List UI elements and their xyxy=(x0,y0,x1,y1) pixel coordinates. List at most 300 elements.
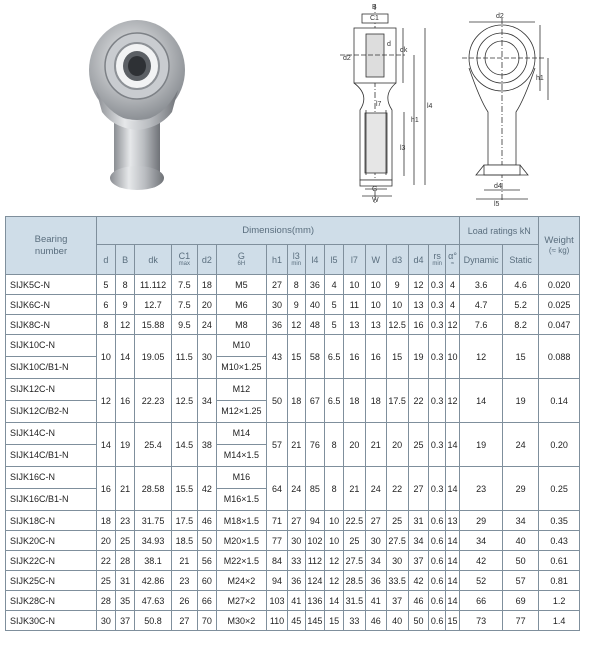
value-cell: 28 xyxy=(115,551,135,571)
value-cell: 12 xyxy=(287,315,305,335)
value-cell: 21 xyxy=(115,467,135,511)
value-cell: 25 xyxy=(343,531,365,551)
value-cell: 0.25 xyxy=(539,467,580,511)
value-cell: 14 xyxy=(325,591,344,611)
value-cell: 84 xyxy=(267,551,288,571)
table-row xyxy=(6,335,580,379)
label-h1: h1 xyxy=(411,117,419,124)
value-cell: 37 xyxy=(408,551,429,571)
side-view-labels xyxy=(494,13,544,208)
value-cell: 22.5 xyxy=(343,511,365,531)
column-header: l5 xyxy=(325,245,344,275)
table-row xyxy=(6,611,580,631)
value-cell: 30 xyxy=(365,531,386,551)
label-d3: d4 xyxy=(494,183,502,190)
value-cell: 19.05 xyxy=(135,335,171,379)
value-cell: 25 xyxy=(97,571,116,591)
value-cell: 6.5 xyxy=(325,379,344,423)
value-cell: 8 xyxy=(97,315,116,335)
value-cell: 27.5 xyxy=(343,551,365,571)
value-cell: 23 xyxy=(171,571,197,591)
value-cell: 31 xyxy=(408,511,429,531)
value-cell: 40 xyxy=(503,531,539,551)
value-cell: 40 xyxy=(386,611,408,631)
value-cell: 110 xyxy=(267,611,288,631)
value-cell: 0.3 xyxy=(429,295,445,315)
value-cell: 15 xyxy=(287,335,305,379)
value-cell: 124 xyxy=(305,571,325,591)
label-W: W xyxy=(372,197,379,204)
value-cell: 20 xyxy=(343,423,365,467)
thread-cell: M14 M14×1.5 xyxy=(216,423,266,467)
load-column-header: Dynamic xyxy=(460,245,503,275)
thread-cell: M10 M10×1.25 xyxy=(216,335,266,379)
value-cell: 6 xyxy=(97,295,116,315)
value-cell: 24 xyxy=(287,467,305,511)
value-cell: 42.86 xyxy=(135,571,171,591)
value-cell: 8.2 xyxy=(503,315,539,335)
value-cell: 9 xyxy=(115,295,135,315)
value-cell: 5.2 xyxy=(503,295,539,315)
value-cell: 34 xyxy=(365,551,386,571)
table-row xyxy=(6,295,580,315)
value-cell: 57 xyxy=(503,571,539,591)
value-cell: 27 xyxy=(267,275,288,295)
value-cell: 4.7 xyxy=(460,295,503,315)
specification-table xyxy=(5,216,580,631)
column-header: G 6H xyxy=(216,245,266,275)
value-cell: 27 xyxy=(287,511,305,531)
label-G: G xyxy=(372,186,378,193)
value-cell: 4 xyxy=(445,295,459,315)
label-d: d xyxy=(387,41,391,48)
value-cell: 11.5 xyxy=(171,335,197,379)
column-header: rs min xyxy=(429,245,445,275)
value-cell: 20 xyxy=(198,295,217,315)
value-cell: 29 xyxy=(460,511,503,531)
value-cell: 8 xyxy=(287,275,305,295)
value-cell: 42 xyxy=(460,551,503,571)
value-cell: 18 xyxy=(97,511,116,531)
value-cell: 70 xyxy=(198,611,217,631)
value-cell: 23 xyxy=(460,467,503,511)
value-cell: 27.5 xyxy=(386,531,408,551)
value-cell: 14 xyxy=(460,379,503,423)
column-header: α° ≈ xyxy=(445,245,459,275)
value-cell: 20 xyxy=(97,531,116,551)
value-cell: 10 xyxy=(386,295,408,315)
value-cell: 77 xyxy=(267,531,288,551)
bearing-number-cell: SIJK16C-N SIJK16C/B1-N xyxy=(6,467,97,511)
thread-cell: M27×2 xyxy=(216,591,266,611)
load-column-header: Static xyxy=(503,245,539,275)
value-cell: 0.43 xyxy=(539,531,580,551)
value-cell: 45 xyxy=(287,611,305,631)
table-row xyxy=(6,379,580,423)
value-cell: 7.6 xyxy=(460,315,503,335)
section-drawing xyxy=(340,4,425,203)
value-cell: 60 xyxy=(198,571,217,591)
value-cell: 23 xyxy=(115,511,135,531)
value-cell: 0.6 xyxy=(429,511,445,531)
value-cell: 19 xyxy=(460,423,503,467)
value-cell: 41 xyxy=(365,591,386,611)
value-cell: 18 xyxy=(287,379,305,423)
value-cell: 0.20 xyxy=(539,423,580,467)
value-cell: 12 xyxy=(115,315,135,335)
value-cell: 31.75 xyxy=(135,511,171,531)
value-cell: 4 xyxy=(325,275,344,295)
value-cell: 14 xyxy=(445,571,459,591)
column-header: dk xyxy=(135,245,171,275)
product-figures xyxy=(0,0,590,215)
value-cell: 17.5 xyxy=(386,379,408,423)
value-cell: 16 xyxy=(343,335,365,379)
value-cell: 0.3 xyxy=(429,275,445,295)
bearing-number-cell: SIJK12C-N SIJK12C/B2-N xyxy=(6,379,97,423)
value-cell: 0.6 xyxy=(429,531,445,551)
value-cell: 31 xyxy=(115,571,135,591)
thread-cell: M6 xyxy=(216,295,266,315)
value-cell: 18 xyxy=(365,379,386,423)
value-cell: 7.5 xyxy=(171,295,197,315)
value-cell: 1.4 xyxy=(539,611,580,631)
bearing-number-header: Bearing number xyxy=(6,217,97,275)
column-header: l4 xyxy=(305,245,325,275)
label-d4: l5 xyxy=(494,201,500,208)
value-cell: 46 xyxy=(408,591,429,611)
table-row xyxy=(6,467,580,511)
value-cell: 15 xyxy=(503,335,539,379)
value-cell: 21 xyxy=(343,467,365,511)
value-cell: 34 xyxy=(408,531,429,551)
value-cell: 0.35 xyxy=(539,511,580,531)
value-cell: 50 xyxy=(267,379,288,423)
value-cell: 77 xyxy=(503,611,539,631)
value-cell: 15 xyxy=(325,611,344,631)
value-cell: 8 xyxy=(115,275,135,295)
value-cell: 18.5 xyxy=(171,531,197,551)
value-cell: 29 xyxy=(503,467,539,511)
value-cell: 12 xyxy=(325,571,344,591)
label-h1-side: h1 xyxy=(536,75,544,82)
table-row xyxy=(6,423,580,467)
value-cell: 10 xyxy=(365,275,386,295)
value-cell: 7.5 xyxy=(171,275,197,295)
value-cell: 22 xyxy=(97,551,116,571)
value-cell: 22.23 xyxy=(135,379,171,423)
value-cell: 0.025 xyxy=(539,295,580,315)
bearing-number-cell: SIJK18C-N xyxy=(6,511,97,531)
value-cell: 47.63 xyxy=(135,591,171,611)
value-cell: 34 xyxy=(503,511,539,531)
value-cell: 17.5 xyxy=(171,511,197,531)
value-cell: 18 xyxy=(343,379,365,423)
label-l4: l4 xyxy=(427,103,433,110)
value-cell: 37 xyxy=(115,611,135,631)
value-cell: 0.088 xyxy=(539,335,580,379)
value-cell: 34 xyxy=(198,379,217,423)
value-cell: 4 xyxy=(445,275,459,295)
value-cell: 40 xyxy=(305,295,325,315)
value-cell: 71 xyxy=(267,511,288,531)
label-l3: l3 xyxy=(400,145,406,152)
value-cell: 22 xyxy=(408,379,429,423)
value-cell: 19 xyxy=(503,379,539,423)
table-row xyxy=(6,531,580,551)
value-cell: 34 xyxy=(460,531,503,551)
value-cell: 5 xyxy=(325,315,344,335)
value-cell: 36 xyxy=(365,571,386,591)
value-cell: 13 xyxy=(365,315,386,335)
value-cell: 94 xyxy=(305,511,325,531)
value-cell: 14 xyxy=(445,551,459,571)
value-cell: 0.61 xyxy=(539,551,580,571)
value-cell: 12 xyxy=(97,379,116,423)
thread-cell: M18×1.5 xyxy=(216,511,266,531)
column-header: B xyxy=(115,245,135,275)
value-cell: 14 xyxy=(445,591,459,611)
value-cell: 14 xyxy=(445,467,459,511)
value-cell: 26 xyxy=(171,591,197,611)
value-cell: 1.2 xyxy=(539,591,580,611)
value-cell: 37 xyxy=(386,591,408,611)
column-header: l7 xyxy=(343,245,365,275)
value-cell: 0.6 xyxy=(429,591,445,611)
column-header: C1 max xyxy=(171,245,197,275)
value-cell: 24 xyxy=(198,315,217,335)
value-cell: 28 xyxy=(97,591,116,611)
value-cell: 56 xyxy=(198,551,217,571)
label-dk: dk xyxy=(400,47,408,54)
value-cell: 9.5 xyxy=(171,315,197,335)
value-cell: 58 xyxy=(305,335,325,379)
bearing-number-cell: SIJK22C-N xyxy=(6,551,97,571)
value-cell: 13 xyxy=(343,315,365,335)
value-cell: 94 xyxy=(267,571,288,591)
value-cell: 21 xyxy=(171,551,197,571)
value-cell: 8 xyxy=(325,423,344,467)
value-cell: 10 xyxy=(325,531,344,551)
value-cell: 15 xyxy=(445,611,459,631)
value-cell: 4.6 xyxy=(503,275,539,295)
column-header: W xyxy=(365,245,386,275)
value-cell: 14 xyxy=(115,335,135,379)
value-cell: 25.4 xyxy=(135,423,171,467)
value-cell: 36 xyxy=(267,315,288,335)
value-cell: 34.93 xyxy=(135,531,171,551)
value-cell: 41 xyxy=(287,591,305,611)
value-cell: 50 xyxy=(503,551,539,571)
value-cell: 103 xyxy=(267,591,288,611)
side-view-drawing xyxy=(462,18,548,200)
value-cell: 14 xyxy=(445,531,459,551)
value-cell: 52 xyxy=(460,571,503,591)
value-cell: 28.58 xyxy=(135,467,171,511)
value-cell: 43 xyxy=(267,335,288,379)
value-cell: 30 xyxy=(198,335,217,379)
thread-cell: M16 M16×1.5 xyxy=(216,467,266,511)
value-cell: 0.020 xyxy=(539,275,580,295)
value-cell: 10 xyxy=(343,275,365,295)
dimensions-header: Dimensions(mm) xyxy=(97,217,460,245)
table-row xyxy=(6,591,580,611)
value-cell: 18 xyxy=(198,275,217,295)
value-cell: 15.5 xyxy=(171,467,197,511)
value-cell: 30 xyxy=(267,295,288,315)
table-row xyxy=(6,315,580,335)
value-cell: 21 xyxy=(287,423,305,467)
value-cell: 12 xyxy=(445,379,459,423)
value-cell: 16 xyxy=(365,335,386,379)
label-d2-side: d2 xyxy=(496,13,504,20)
value-cell: 36 xyxy=(305,275,325,295)
column-header: l3 min xyxy=(287,245,305,275)
value-cell: 5 xyxy=(325,295,344,315)
column-header: d3 xyxy=(386,245,408,275)
value-cell: 0.3 xyxy=(429,423,445,467)
value-cell: 9 xyxy=(287,295,305,315)
value-cell: 14 xyxy=(445,423,459,467)
value-cell: 30 xyxy=(287,531,305,551)
bearing-number-cell: SIJK6C-N xyxy=(6,295,97,315)
column-header: h1 xyxy=(267,245,288,275)
value-cell: 22 xyxy=(386,467,408,511)
value-cell: 69 xyxy=(503,591,539,611)
value-cell: 24 xyxy=(365,467,386,511)
value-cell: 10 xyxy=(97,335,116,379)
value-cell: 136 xyxy=(305,591,325,611)
table-row xyxy=(6,275,580,295)
bearing-number-cell: SIJK5C-N xyxy=(6,275,97,295)
value-cell: 102 xyxy=(305,531,325,551)
value-cell: 9 xyxy=(386,275,408,295)
value-cell: 33 xyxy=(287,551,305,571)
rod-end-photo xyxy=(89,20,185,190)
value-cell: 50 xyxy=(198,531,217,551)
column-header: d2 xyxy=(198,245,217,275)
value-cell: 33 xyxy=(343,611,365,631)
value-cell: 5 xyxy=(97,275,116,295)
label-C1: C1 xyxy=(370,15,379,22)
thread-cell: M20×1.5 xyxy=(216,531,266,551)
value-cell: 66 xyxy=(198,591,217,611)
value-cell: 64 xyxy=(267,467,288,511)
thread-cell: M12 M12×1.25 xyxy=(216,379,266,423)
bearing-number-cell: SIJK25C-N xyxy=(6,571,97,591)
value-cell: 73 xyxy=(460,611,503,631)
table-row xyxy=(6,571,580,591)
bearing-number-cell: SIJK8C-N xyxy=(6,315,97,335)
value-cell: 57 xyxy=(267,423,288,467)
value-cell: 21 xyxy=(365,423,386,467)
value-cell: 0.81 xyxy=(539,571,580,591)
load-ratings-header: Load ratings kN xyxy=(460,217,539,245)
value-cell: 10 xyxy=(365,295,386,315)
thread-cell: M30×2 xyxy=(216,611,266,631)
value-cell: 19 xyxy=(408,335,429,379)
value-cell: 67 xyxy=(305,379,325,423)
value-cell: 0.047 xyxy=(539,315,580,335)
value-cell: 85 xyxy=(305,467,325,511)
value-cell: 24 xyxy=(503,423,539,467)
label-d2: d2 xyxy=(343,55,351,62)
value-cell: 12.5 xyxy=(171,379,197,423)
value-cell: 0.6 xyxy=(429,571,445,591)
value-cell: 12 xyxy=(408,275,429,295)
weight-header: Weight (≈ kg) xyxy=(539,217,580,275)
table-row xyxy=(6,551,580,571)
value-cell: 42 xyxy=(198,467,217,511)
value-cell: 25 xyxy=(115,531,135,551)
value-cell: 11.112 xyxy=(135,275,171,295)
value-cell: 11 xyxy=(343,295,365,315)
value-cell: 19 xyxy=(115,423,135,467)
value-cell: 25 xyxy=(408,423,429,467)
value-cell: 12 xyxy=(445,315,459,335)
value-cell: 46 xyxy=(198,511,217,531)
value-cell: 10 xyxy=(325,511,344,531)
table-row xyxy=(6,511,580,531)
value-cell: 0.3 xyxy=(429,467,445,511)
value-cell: 50 xyxy=(408,611,429,631)
column-header: d xyxy=(97,245,116,275)
value-cell: 36 xyxy=(287,571,305,591)
value-cell: 0.6 xyxy=(429,611,445,631)
value-cell: 30 xyxy=(386,551,408,571)
value-cell: 28.5 xyxy=(343,571,365,591)
value-cell: 76 xyxy=(305,423,325,467)
value-cell: 12 xyxy=(460,335,503,379)
value-cell: 38.1 xyxy=(135,551,171,571)
value-cell: 112 xyxy=(305,551,325,571)
value-cell: 0.3 xyxy=(429,379,445,423)
value-cell: 13 xyxy=(408,295,429,315)
value-cell: 27 xyxy=(408,467,429,511)
bearing-number-cell: SIJK14C-N SIJK14C/B1-N xyxy=(6,423,97,467)
value-cell: 12.5 xyxy=(386,315,408,335)
thread-cell: M8 xyxy=(216,315,266,335)
value-cell: 16 xyxy=(115,379,135,423)
column-header: d4 xyxy=(408,245,429,275)
value-cell: 8 xyxy=(325,467,344,511)
value-cell: 0.14 xyxy=(539,379,580,423)
value-cell: 10 xyxy=(445,335,459,379)
value-cell: 20 xyxy=(386,423,408,467)
value-cell: 0.3 xyxy=(429,315,445,335)
label-B: B xyxy=(372,4,377,11)
value-cell: 6.5 xyxy=(325,335,344,379)
label-l7: l7 xyxy=(376,101,382,108)
value-cell: 12.7 xyxy=(135,295,171,315)
value-cell: 46 xyxy=(365,611,386,631)
value-cell: 16 xyxy=(97,467,116,511)
value-cell: 31.5 xyxy=(343,591,365,611)
value-cell: 48 xyxy=(305,315,325,335)
value-cell: 66 xyxy=(460,591,503,611)
value-cell: 50.8 xyxy=(135,611,171,631)
value-cell: 15 xyxy=(386,335,408,379)
value-cell: 42 xyxy=(408,571,429,591)
thread-cell: M5 xyxy=(216,275,266,295)
value-cell: 25 xyxy=(386,511,408,531)
bearing-number-cell: SIJK28C-N xyxy=(6,591,97,611)
bearing-number-cell: SIJK10C-N SIJK10C/B1-N xyxy=(6,335,97,379)
value-cell: 27 xyxy=(171,611,197,631)
bearing-number-cell: SIJK30C-N xyxy=(6,611,97,631)
value-cell: 14 xyxy=(97,423,116,467)
value-cell: 38 xyxy=(198,423,217,467)
